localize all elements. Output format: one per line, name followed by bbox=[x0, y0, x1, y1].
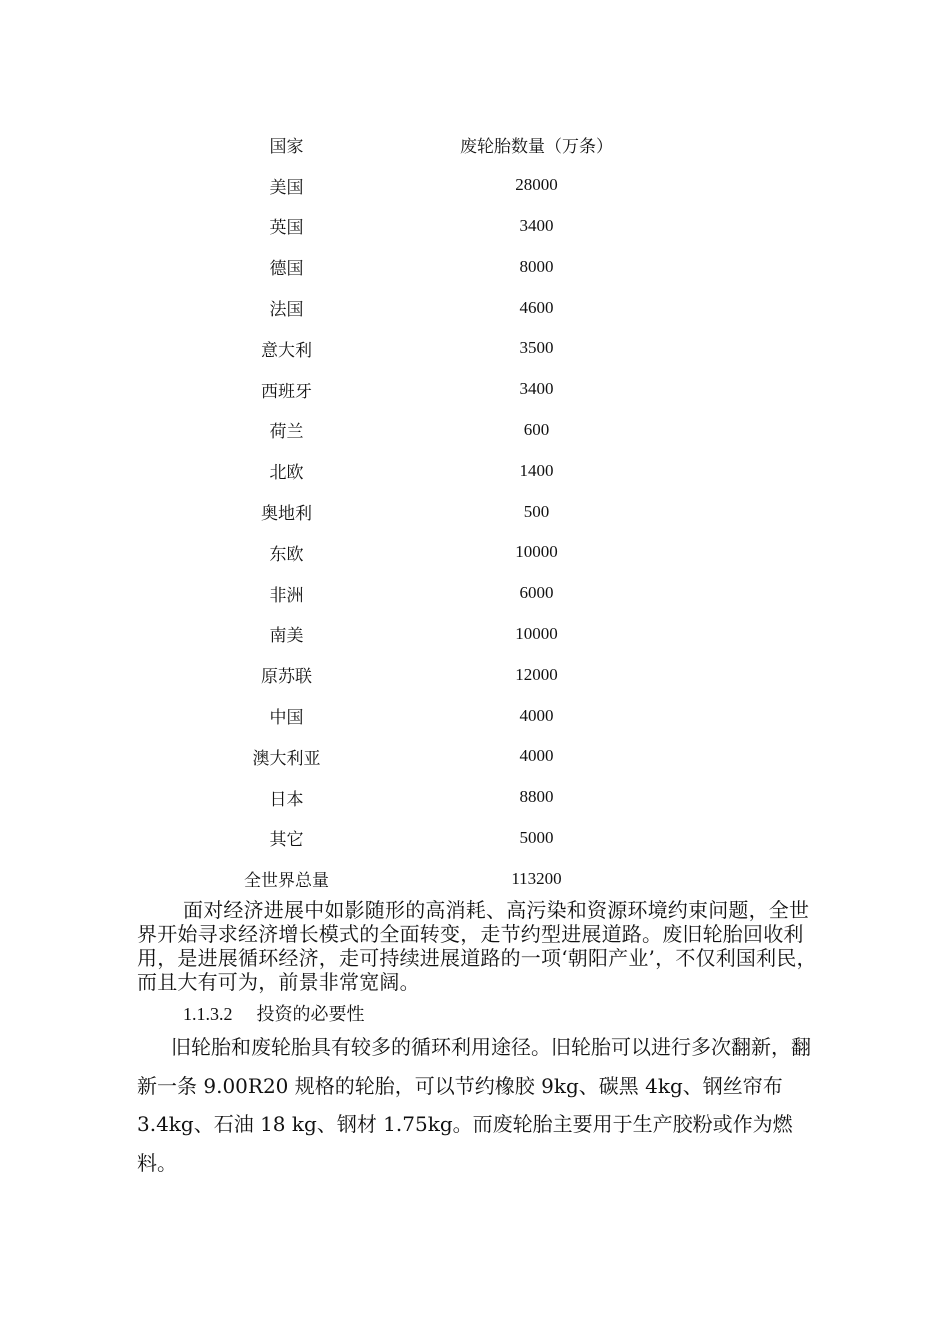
quantity-cell: 1400 bbox=[519, 460, 554, 480]
quantity-cell: 4000 bbox=[519, 746, 554, 766]
country-cell: 美国 bbox=[269, 177, 304, 198]
country-cell: 英国 bbox=[269, 218, 304, 239]
quantity-cell: 8800 bbox=[519, 787, 554, 807]
quantity-cell: 6000 bbox=[519, 583, 554, 603]
quantity-cell: 500 bbox=[523, 501, 550, 521]
country-cell: 全世界总量 bbox=[244, 871, 329, 892]
country-cell: 其它 bbox=[269, 830, 304, 851]
quantity-cell: 4600 bbox=[519, 297, 554, 317]
section-title: 投资的必要性 bbox=[256, 1004, 365, 1025]
country-cell: 德国 bbox=[269, 259, 304, 280]
table-row bbox=[200, 614, 700, 655]
quantity-cell: 12000 bbox=[515, 664, 558, 684]
quantity-cell: 8000 bbox=[519, 256, 554, 276]
section-heading bbox=[183, 1000, 365, 1026]
quantity-cell: 113200 bbox=[511, 868, 562, 888]
table-row bbox=[200, 736, 700, 777]
table-row bbox=[200, 654, 700, 695]
country-cell: 日本 bbox=[269, 789, 304, 810]
quantity-cell: 10000 bbox=[515, 542, 558, 562]
country-cell: 法国 bbox=[269, 300, 304, 321]
country-cell: 南美 bbox=[269, 626, 304, 647]
country-cell: 北欧 bbox=[269, 463, 304, 484]
table-row bbox=[200, 491, 700, 532]
table-header-row bbox=[200, 124, 700, 165]
table-row bbox=[200, 206, 700, 247]
table-row bbox=[200, 695, 700, 736]
quantity-cell: 4000 bbox=[519, 705, 554, 725]
table-row bbox=[200, 369, 700, 410]
quantity-cell: 3500 bbox=[519, 338, 554, 358]
quantity-cell: 28000 bbox=[515, 175, 558, 195]
table-row bbox=[200, 287, 700, 328]
table-row bbox=[200, 573, 700, 614]
table-row bbox=[200, 165, 700, 206]
country-cell: 非洲 bbox=[269, 585, 304, 606]
country-cell: 原苏联 bbox=[261, 667, 312, 688]
section-number: 1.1.3.2 bbox=[183, 1004, 233, 1024]
quantity-cell: 600 bbox=[523, 419, 550, 439]
quantity-cell: 3400 bbox=[519, 379, 554, 399]
table-row bbox=[200, 450, 700, 491]
table-row bbox=[200, 818, 700, 859]
country-cell: 奥地利 bbox=[261, 504, 312, 525]
country-cell: 东欧 bbox=[269, 544, 304, 565]
body-paragraph: 旧轮胎和废轮胎具有较多的循环利用途径。旧轮胎可以进行多次翻新，翻新一条 9.00R20 规格的轮胎，可以节约橡胶 9kg、碳黑 4kg、钢丝帘布 3.4kg、石油 18 kg、钢材 1.75kg。而废轮胎主要用于生产胶粉或作为燃料。 bbox=[137, 1035, 811, 1175]
table-row bbox=[200, 410, 700, 451]
scrap-tire-table bbox=[200, 124, 700, 899]
quantity-cell: 3400 bbox=[519, 215, 554, 235]
table-row bbox=[200, 328, 700, 369]
table-row bbox=[200, 246, 700, 287]
header-quantity: 废轮胎数量（万条） bbox=[460, 136, 613, 156]
table-row bbox=[200, 777, 700, 818]
table-row bbox=[200, 532, 700, 573]
country-cell: 中国 bbox=[269, 708, 304, 729]
quantity-cell: 10000 bbox=[515, 623, 558, 643]
country-cell: 西班牙 bbox=[261, 381, 312, 402]
header-country: 国家 bbox=[269, 136, 304, 157]
table-row-total bbox=[200, 858, 700, 899]
body-paragraph: 面对经济进展中如影随形的高消耗、高污染和资源环境约束问题，全世界开始寻求经济增长模式的全面转变，走节约型进展道路。废旧轮胎回收利用，是进展循环经济，走可持续进展道路的一项‘朝阳产业’，不仅利国利民，而且大有可为，前景非常宽阔。 bbox=[137, 898, 817, 994]
country-cell: 意大利 bbox=[261, 340, 312, 361]
country-cell: 荷兰 bbox=[269, 422, 304, 443]
country-cell: 澳大利亚 bbox=[252, 748, 321, 769]
quantity-cell: 5000 bbox=[519, 827, 554, 847]
